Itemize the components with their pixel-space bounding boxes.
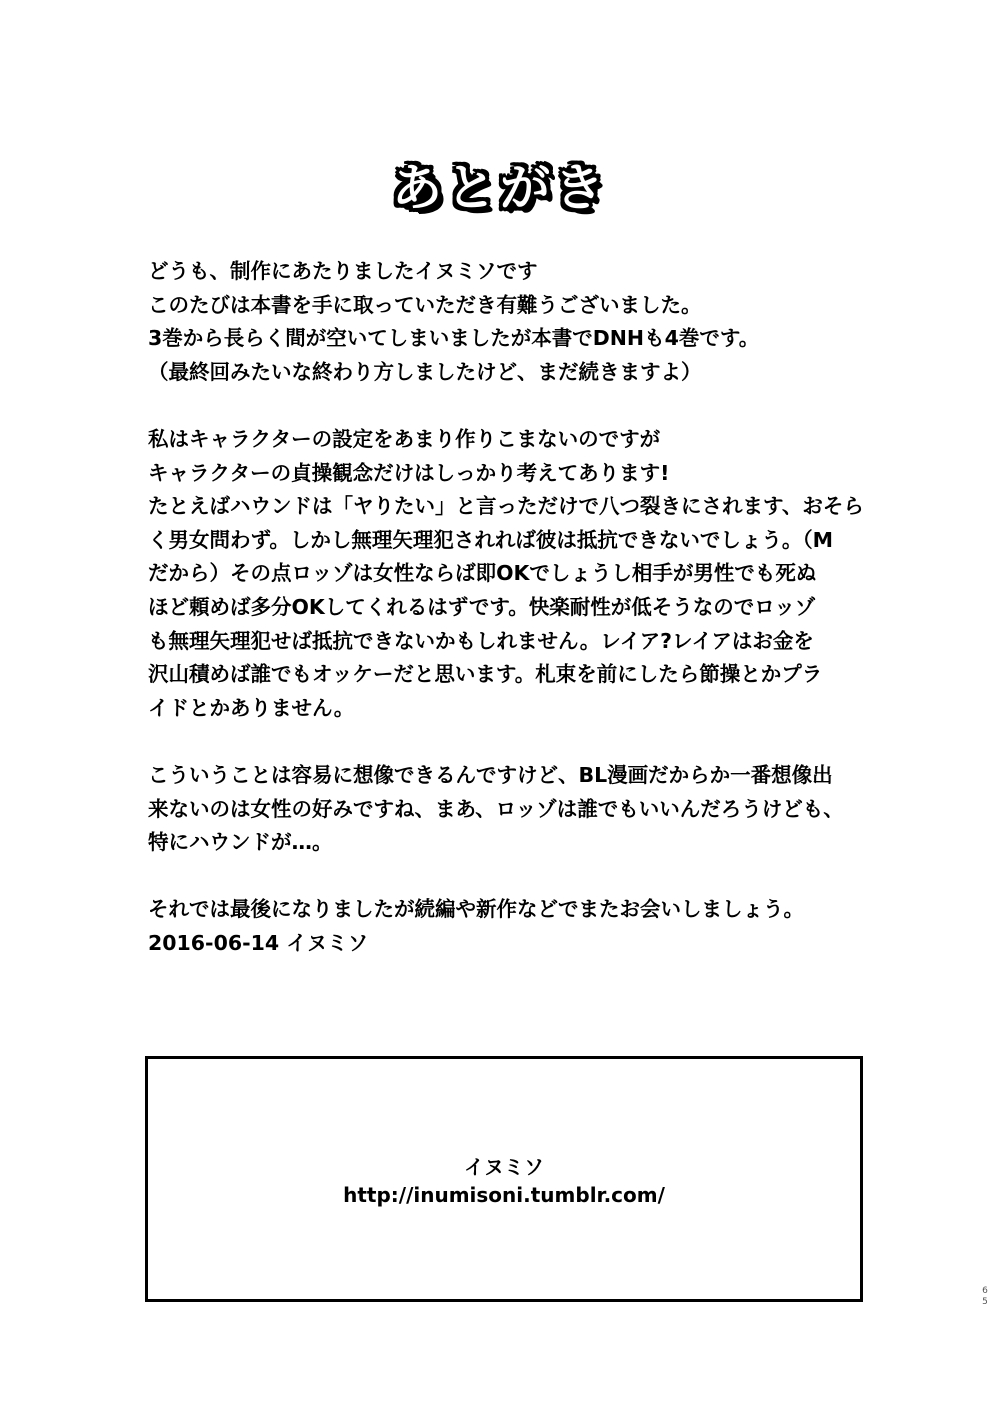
text-line: 私はキャラクターの設定をあまり作りこまないのですが — [148, 426, 661, 451]
page-number-digit: 6 — [982, 1286, 988, 1296]
author-url: http://inumisoni.tumblr.com/ — [343, 1183, 665, 1207]
text-line: たとえばハウンドは「ヤりたい」と言っただけで八つ裂きにされます、おそら — [148, 494, 864, 519]
text-line: ほど頼めば多分OKしてくれるはずです。快楽耐性が低そうなのでロッゾ — [148, 594, 816, 619]
paragraph-greeting — [148, 255, 873, 389]
text-line: 特にハウンドが…。 — [148, 830, 333, 855]
text-line: キャラクターの貞操観念だけはしっかり考えてあります! — [148, 460, 670, 485]
text-line: こういうことは容易に想像できるんですけど、BL漫画だからか一番想像出 — [148, 762, 833, 787]
text-line: だから）その点ロッゾは女性ならば即OKでしょうし相手が男性でも死ぬ — [148, 561, 817, 586]
author-name: イヌミソ — [464, 1155, 544, 1179]
text-line: （最終回みたいな終わり方しましたけど、まだ続きますよ） — [148, 359, 702, 384]
text-line: 来ないのは女性の好みですね、まあ、ロッゾは誰でもいいんだろうけども、 — [148, 796, 844, 821]
page-number — [978, 1286, 992, 1308]
text-line: く男女問わず。しかし無理矢理犯されれば彼は抵抗できないでしょう。（M — [148, 527, 834, 552]
afterword-title: あとがき — [392, 159, 608, 217]
paragraph-closing — [148, 893, 873, 960]
afterword-body — [148, 255, 873, 994]
author-credit-box — [145, 1056, 863, 1302]
text-line: どうも、制作にあたりましたイヌミソです — [148, 259, 538, 283]
text-line: このたびは本書を手に取っていただき有難うございました。 — [148, 292, 702, 317]
paragraph-preferences — [148, 759, 873, 860]
paragraph-characters — [148, 423, 873, 725]
page-number-digit: 5 — [982, 1297, 988, 1307]
text-line: それでは最後になりましたが続編や新作などでまたお会いしましょう。 — [148, 897, 804, 922]
text-line: も無理矢理犯せば抵抗できないかもしれません。レイア?レイアはお金を — [148, 628, 814, 653]
text-line: 3巻から長らく間が空いてしまいましたが本書でDNHも4巻です。 — [148, 326, 760, 351]
text-line: イドとかありません。 — [148, 695, 355, 720]
signature-date: 2016-06-14 イヌミソ — [148, 930, 369, 955]
text-line: 沢山積めば誰でもオッケーだと思います。札束を前にしたら節操とかプラ — [148, 662, 823, 687]
